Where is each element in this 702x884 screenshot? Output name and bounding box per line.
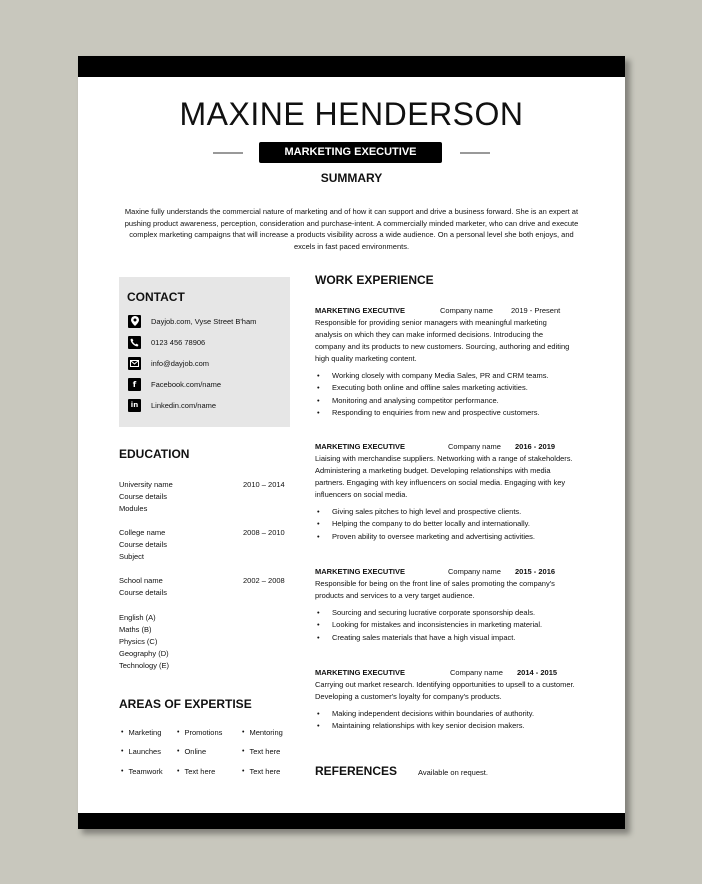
linkedin-icon: in [128,399,141,412]
education-entry [119,575,290,599]
references-heading: REFERENCES [315,764,398,778]
job-bullet: • Sourcing and securing lucrative corporate sponsorship deals. [315,607,575,619]
education-years: 2008 – 2010 [243,528,285,537]
expertise-item: • Text here [242,747,281,756]
contact-email[interactable]: info@dayjob.com [151,358,210,368]
job-company: Company name [440,306,493,315]
expertise-item: • Launches [121,747,161,756]
summary-heading: SUMMARY [320,171,383,185]
work-experience-heading: WORK EXPERIENCE [315,273,434,287]
job-description: Responsible for providing senior managers with meaningful marketing analysis on which they can make informed decisions. Introducing the company and its products to new customers. Sourcing, authoring and editing high quality marketing content. [315,318,570,363]
title-divider-right [460,152,490,154]
expertise-item: • Text here [242,767,281,776]
job-title-row [78,142,625,164]
job-bullet: • Making independent decisions within boundaries of authority. [315,708,575,720]
job-bullet: • Helping the company to do better locally and internationally. [315,518,575,530]
expertise-item: • Marketing [121,728,162,737]
job-title-badge: MARKETING EXECUTIVE [259,142,442,163]
job-company: Company name [448,567,501,576]
education-years: 2010 – 2014 [243,480,285,489]
job-dates: 2016 - 2019 [515,442,556,451]
job-bullet: • Looking for mistakes and inconsistencies in marketing material. [315,619,575,631]
job-bullet: • Working closely with company Media Sales, PR and CRM teams. [315,370,575,382]
facebook-icon: f [128,378,141,391]
job-role: MARKETING EXECUTIVE [315,442,406,451]
course-extra: Modules [119,504,148,513]
institution-name: School name [119,576,163,585]
job-role: MARKETING EXECUTIVE [315,306,406,315]
job-bullet: • Monitoring and analysing competitor performance. [315,395,575,407]
top-bar [78,56,625,77]
contact-item-linkedin[interactable] [128,398,216,412]
job-bullets [315,708,575,733]
course-details: Course details [119,492,167,501]
job-dates: 2014 - 2015 [517,668,558,677]
job-bullet: • Giving sales pitches to high level and prospective clients. [315,506,575,518]
contact-heading: CONTACT [127,290,185,304]
references-text: Available on request. [418,768,488,777]
job-entry [315,441,575,543]
phone-icon [128,336,141,349]
job-bullet: • Maintaining relationships with key senior decision makers. [315,720,575,732]
title-divider-left [213,152,243,154]
job-description: Responsible for being on the front line of sales promoting the company's products and services to a very target audience. [315,579,555,600]
job-bullet: • Responding to enquiries from new and prospective customers. [315,407,575,419]
expertise-item: • Mentoring [242,728,283,737]
job-dates: 2019 - Present [511,306,561,315]
job-bullets [315,607,575,644]
expertise-item: • Teamwork [121,767,163,776]
expertise-item: • Online [177,747,207,756]
contact-linkedin[interactable]: Linkedin.com/name [151,400,217,410]
job-role: MARKETING EXECUTIVE [315,668,406,677]
job-entry [315,305,575,419]
grade-item: Maths (B) [119,625,152,634]
expertise-item: • Text here [177,767,216,776]
course-extra: Subject [119,552,145,561]
contact-facebook[interactable]: Facebook.com/name [151,379,222,389]
location-pin-icon [128,315,141,328]
bottom-bar [78,813,625,829]
grade-item: English (A) [119,613,156,622]
contact-item-facebook[interactable] [128,377,221,391]
contact-item-email[interactable] [128,356,209,370]
grade-item: Physics (C) [119,637,158,646]
job-role: MARKETING EXECUTIVE [315,567,406,576]
grades-list [119,612,169,672]
references-section [315,764,488,778]
expertise-item: • Promotions [177,728,223,737]
job-bullet: • Creating sales materials that have a high visual impact. [315,632,575,644]
grade-item: Technology (E) [119,661,170,670]
contact-item-address [128,314,256,328]
grade-item: Geography (D) [119,649,169,658]
education-entry [119,479,290,515]
candidate-name: MAXINE HENDERSON [179,96,524,132]
job-entry [315,667,575,733]
institution-name: University name [119,480,173,489]
contact-section [119,277,290,427]
email-icon [128,357,141,370]
expertise-heading: AREAS OF EXPERTISE [119,697,252,711]
job-description: Liaising with merchandise suppliers. Networking with a range of stakeholders. Administering a marketing budget. Developing relationships with media partners. Engaging with key influencers on social media. Engaging with key influencers on social media. [315,454,573,499]
education-heading: EDUCATION [119,447,190,461]
job-entry [315,566,575,644]
course-details: Course details [119,588,167,597]
education-years: 2002 – 2008 [243,576,285,585]
job-company: Company name [450,668,503,677]
course-details: Course details [119,540,167,549]
job-bullet: • Executing both online and offline sales marketing activities. [315,382,575,394]
contact-address: Dayjob.com, Vyse Street B'ham [151,316,257,326]
job-bullets [315,370,575,419]
job-dates: 2015 - 2016 [515,567,556,576]
job-description: Carrying out market research. Identifying opportunities to upsell to a customer. Developing a customer's loyalty for company's products. [315,680,575,701]
institution-name: College name [119,528,166,537]
education-entry [119,527,290,563]
summary-text: Maxine fully understands the commercial nature of marketing and of how it can support and drive a business forward. She is an expert at pushing product awareness, perception, consideration and purchase-intent. A commercially minded marketer, who can drive and execute complex marketing campaigns that will increase a products visibility across a wide audience. On a personal level she both enjoys, and excels in fast paced environments. [124,207,579,251]
cv-page [78,56,625,829]
contact-item-phone [128,335,205,349]
job-bullets [315,506,575,543]
contact-phone: 0123 456 78906 [151,337,206,347]
job-bullet: • Proven ability to oversee marketing and advertising activities. [315,531,575,543]
job-company: Company name [448,442,501,451]
